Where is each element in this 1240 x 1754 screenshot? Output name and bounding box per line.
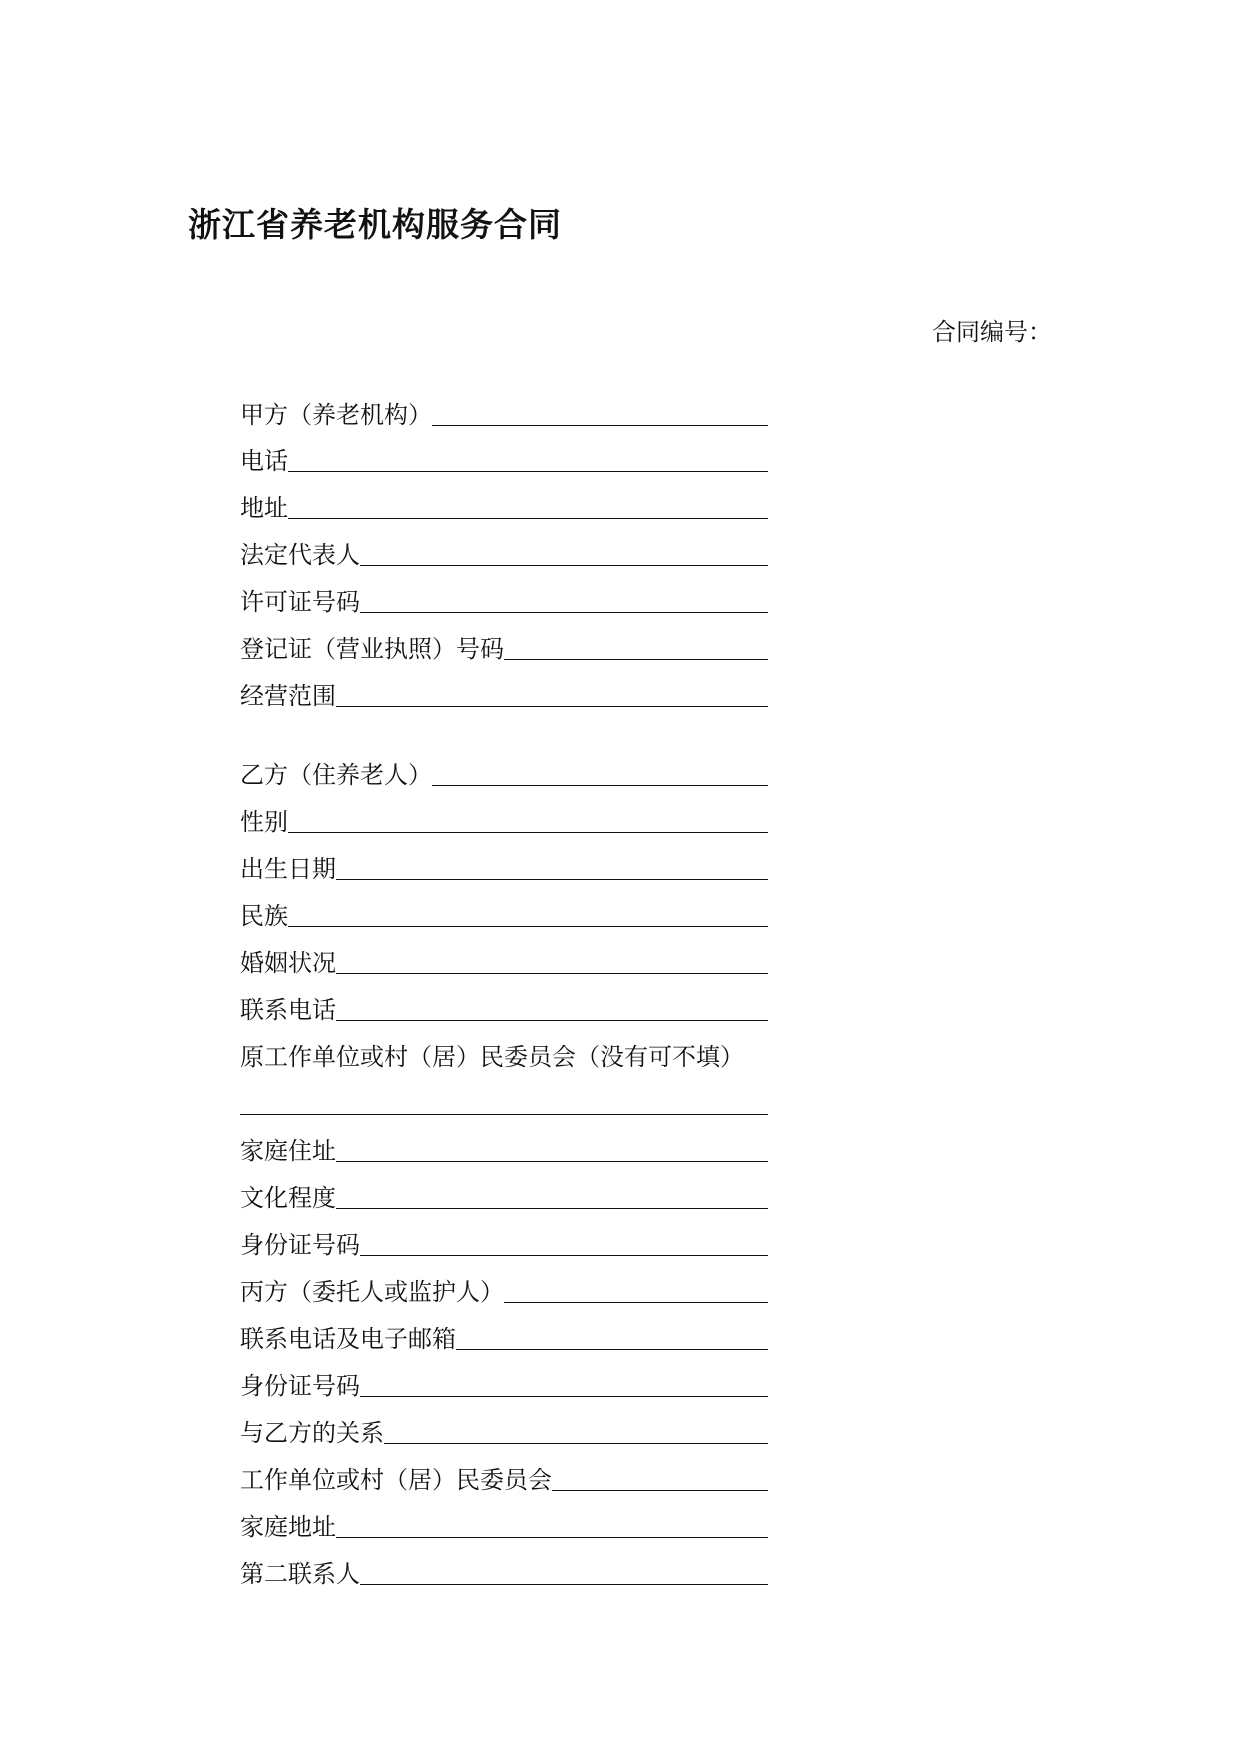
party-a-address-label: 地址 (240, 494, 288, 522)
party-c-contact-label: 联系电话及电子邮箱 (240, 1325, 456, 1353)
party-a-legal-rep-field[interactable] (240, 534, 768, 570)
party-a-license-field[interactable] (240, 581, 768, 617)
party-a-name-field[interactable] (240, 394, 768, 430)
party-b-phone-field[interactable] (240, 989, 768, 1025)
party-a-license-label: 许可证号码 (240, 588, 360, 616)
party-b-phone-blank[interactable] (336, 994, 768, 1021)
party-c-relation-label: 与乙方的关系 (240, 1419, 384, 1447)
party-a-address-field[interactable] (240, 487, 768, 523)
party-b-former-unit-label-row (240, 1036, 768, 1072)
party-a-address-blank[interactable] (288, 492, 768, 519)
party-b-home-address-label: 家庭住址 (240, 1137, 336, 1165)
party-c-relation-field[interactable] (240, 1412, 768, 1448)
party-c-second-contact-blank[interactable] (360, 1558, 768, 1585)
party-b-name-label: 乙方（住养老人） (240, 761, 432, 789)
party-c-id-label: 身份证号码 (240, 1372, 360, 1400)
party-a-name-blank[interactable] (432, 399, 768, 426)
party-c-name-label: 丙方（委托人或监护人） (240, 1278, 504, 1306)
party-a-legal-rep-blank[interactable] (360, 539, 768, 566)
party-c-home-address-label: 家庭地址 (240, 1513, 336, 1541)
party-c-id-field[interactable] (240, 1365, 768, 1401)
party-c-work-unit-label: 工作单位或村（居）民委员会 (240, 1466, 552, 1494)
party-b-birth-label: 出生日期 (240, 855, 336, 883)
party-b-gender-field[interactable] (240, 801, 768, 837)
party-b-former-unit-label: 原工作单位或村（居）民委员会（没有可不填） (240, 1043, 744, 1071)
party-b-id-blank[interactable] (360, 1229, 768, 1256)
party-a-legal-rep-label: 法定代表人 (240, 541, 360, 569)
party-c-work-unit-blank[interactable] (552, 1464, 768, 1491)
party-b-ethnicity-label: 民族 (240, 902, 288, 930)
party-b-ethnicity-blank[interactable] (288, 900, 768, 927)
party-c-second-contact-field[interactable] (240, 1553, 768, 1589)
party-c-home-address-field[interactable] (240, 1506, 768, 1542)
party-a-scope-label: 经营范围 (240, 682, 336, 710)
party-b-former-unit-blank[interactable] (240, 1088, 768, 1115)
party-c-relation-blank[interactable] (384, 1417, 768, 1444)
party-b-id-label: 身份证号码 (240, 1231, 360, 1259)
party-b-education-field[interactable] (240, 1177, 768, 1213)
party-b-gender-blank[interactable] (288, 806, 768, 833)
party-a-phone-blank[interactable] (288, 445, 768, 472)
party-b-name-blank[interactable] (432, 759, 768, 786)
party-a-scope-field[interactable] (240, 675, 768, 711)
party-b-home-address-blank[interactable] (336, 1135, 768, 1162)
party-c-second-contact-label: 第二联系人 (240, 1560, 360, 1588)
party-a-phone-field[interactable] (240, 440, 768, 476)
document-title: 浙江省养老机构服务合同 (188, 205, 562, 244)
party-b-home-address-field[interactable] (240, 1130, 768, 1166)
party-a-name-label: 甲方（养老机构） (240, 401, 432, 429)
party-c-id-blank[interactable] (360, 1370, 768, 1397)
party-a-license-blank[interactable] (360, 586, 768, 613)
party-b-marital-field[interactable] (240, 942, 768, 978)
party-b-phone-label: 联系电话 (240, 996, 336, 1024)
party-a-scope-blank[interactable] (336, 680, 768, 707)
party-c-contact-field[interactable] (240, 1318, 768, 1354)
party-b-marital-label: 婚姻状况 (240, 949, 336, 977)
party-a-registration-blank[interactable] (504, 633, 768, 660)
party-b-id-field[interactable] (240, 1224, 768, 1260)
party-a-registration-field[interactable] (240, 628, 768, 664)
party-b-gender-label: 性别 (240, 808, 288, 836)
contract-number-label: 合同编号： (932, 318, 1052, 346)
party-c-work-unit-field[interactable] (240, 1459, 768, 1495)
party-b-ethnicity-field[interactable] (240, 895, 768, 931)
party-b-former-unit-field[interactable] (240, 1083, 768, 1119)
party-c-contact-blank[interactable] (456, 1323, 768, 1350)
party-b-marital-blank[interactable] (336, 947, 768, 974)
party-c-home-address-blank[interactable] (336, 1511, 768, 1538)
party-a-phone-label: 电话 (240, 447, 288, 475)
party-b-education-blank[interactable] (336, 1182, 768, 1209)
party-c-name-blank[interactable] (504, 1276, 768, 1303)
party-b-birth-blank[interactable] (336, 853, 768, 880)
party-a-registration-label: 登记证（营业执照）号码 (240, 635, 504, 663)
party-b-education-label: 文化程度 (240, 1184, 336, 1212)
party-b-name-field[interactable] (240, 754, 768, 790)
party-b-birth-field[interactable] (240, 848, 768, 884)
party-c-name-field[interactable] (240, 1271, 768, 1307)
